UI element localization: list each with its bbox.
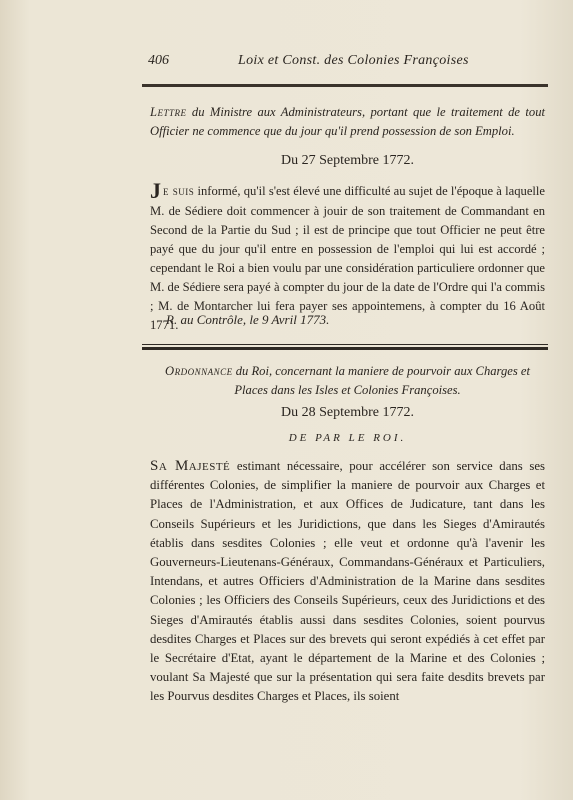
letter-registration: R. au Contrôle, le 9 Avril 1773. <box>166 312 330 327</box>
ordonnance-body <box>150 457 545 707</box>
letter-title <box>150 103 545 141</box>
section-divider <box>142 344 548 350</box>
ordonnance-body-text: estimant nécessaire, pour accélérer son service dans ses différentes Colonies, de simplifier la maniere de pourvoir aux Charges et Places de l'Administration, et aux Offices de Judicature, tant dans les Conseils Supérieurs et les Juridictions, que dans les Sieges d'Amirautés établis dans sesdites Colonies ; elle veut et ordonne qu'à l'avenir les Gouverneurs-Lieutenans-Généraux, Commandans-Généraux et Particuliers, Intendans, et autres Officiers d'Administration de la Marine dans sesdites Colonies ; les Officiers des Conseils Supérieurs, ceux des Juridictions et des Sieges d'Amirautés établis aussi dans sesdites Colonies, soient pourvus desdites Charges et Places sur des brevets qui seront expédiés à cet effet par le Secrétaire d'Etat, ayant le département de la Marine et des Colonies ; voulant Sa Majesté que sur la présentation qui sera faite desdits brevets par les Pourvus desdites Charges et Places, ils soient <box>150 459 546 704</box>
ordonnance-title-lead: Ordonnance <box>164 364 233 378</box>
letter-date: Du 27 Septembre 1772. <box>281 153 414 168</box>
letter-title-text: du Ministre aux Administrateurs, portant que le traitement de tout Officier ne commence que du jour qu'il prend possession de son Emploi. <box>150 105 545 138</box>
ordonnance-lead: Sa Majesté <box>150 458 231 474</box>
ordonnance-title-text: du Roi, concernant la maniere de pourvoir aux Charges et Places dans les Isles et Colonies Françoises. <box>232 364 531 397</box>
header-rule <box>142 84 548 87</box>
ordonnance-heading: DE PAR LE ROI. <box>288 432 407 444</box>
letter-dropcap: J <box>150 178 161 203</box>
running-title: Loix et Const. des Colonies Françoises <box>238 53 469 68</box>
page-header <box>148 53 548 73</box>
ordonnance-title <box>150 362 545 400</box>
letter-body-text: informé, qu'il s'est élevé une difficulté au sujet de l'époque à laquelle M. de Sédiere doit commencer à jouir de son traitement de Commandant en Second de la Partie du Sud ; il est de principe que tout Officier ne peut être payé que du jour qu'il entre en possession de l'emploi qui lui est accordé ; cependant le Roi a bien voulu par une considération particuliere ordonner que M. de Sédiere sera payé à compter du jour de la date de l'Ordre qui l'a commis ; M. de Montarcher lui fera payer ses appointemens, à compter du 16 Août 1771. <box>150 184 545 332</box>
letter-title-lead: Lettre <box>150 105 187 119</box>
letter-first-word: e suis <box>163 184 195 198</box>
page-number: 406 <box>148 53 169 68</box>
ordonnance-date: Du 28 Septembre 1772. <box>281 405 414 420</box>
